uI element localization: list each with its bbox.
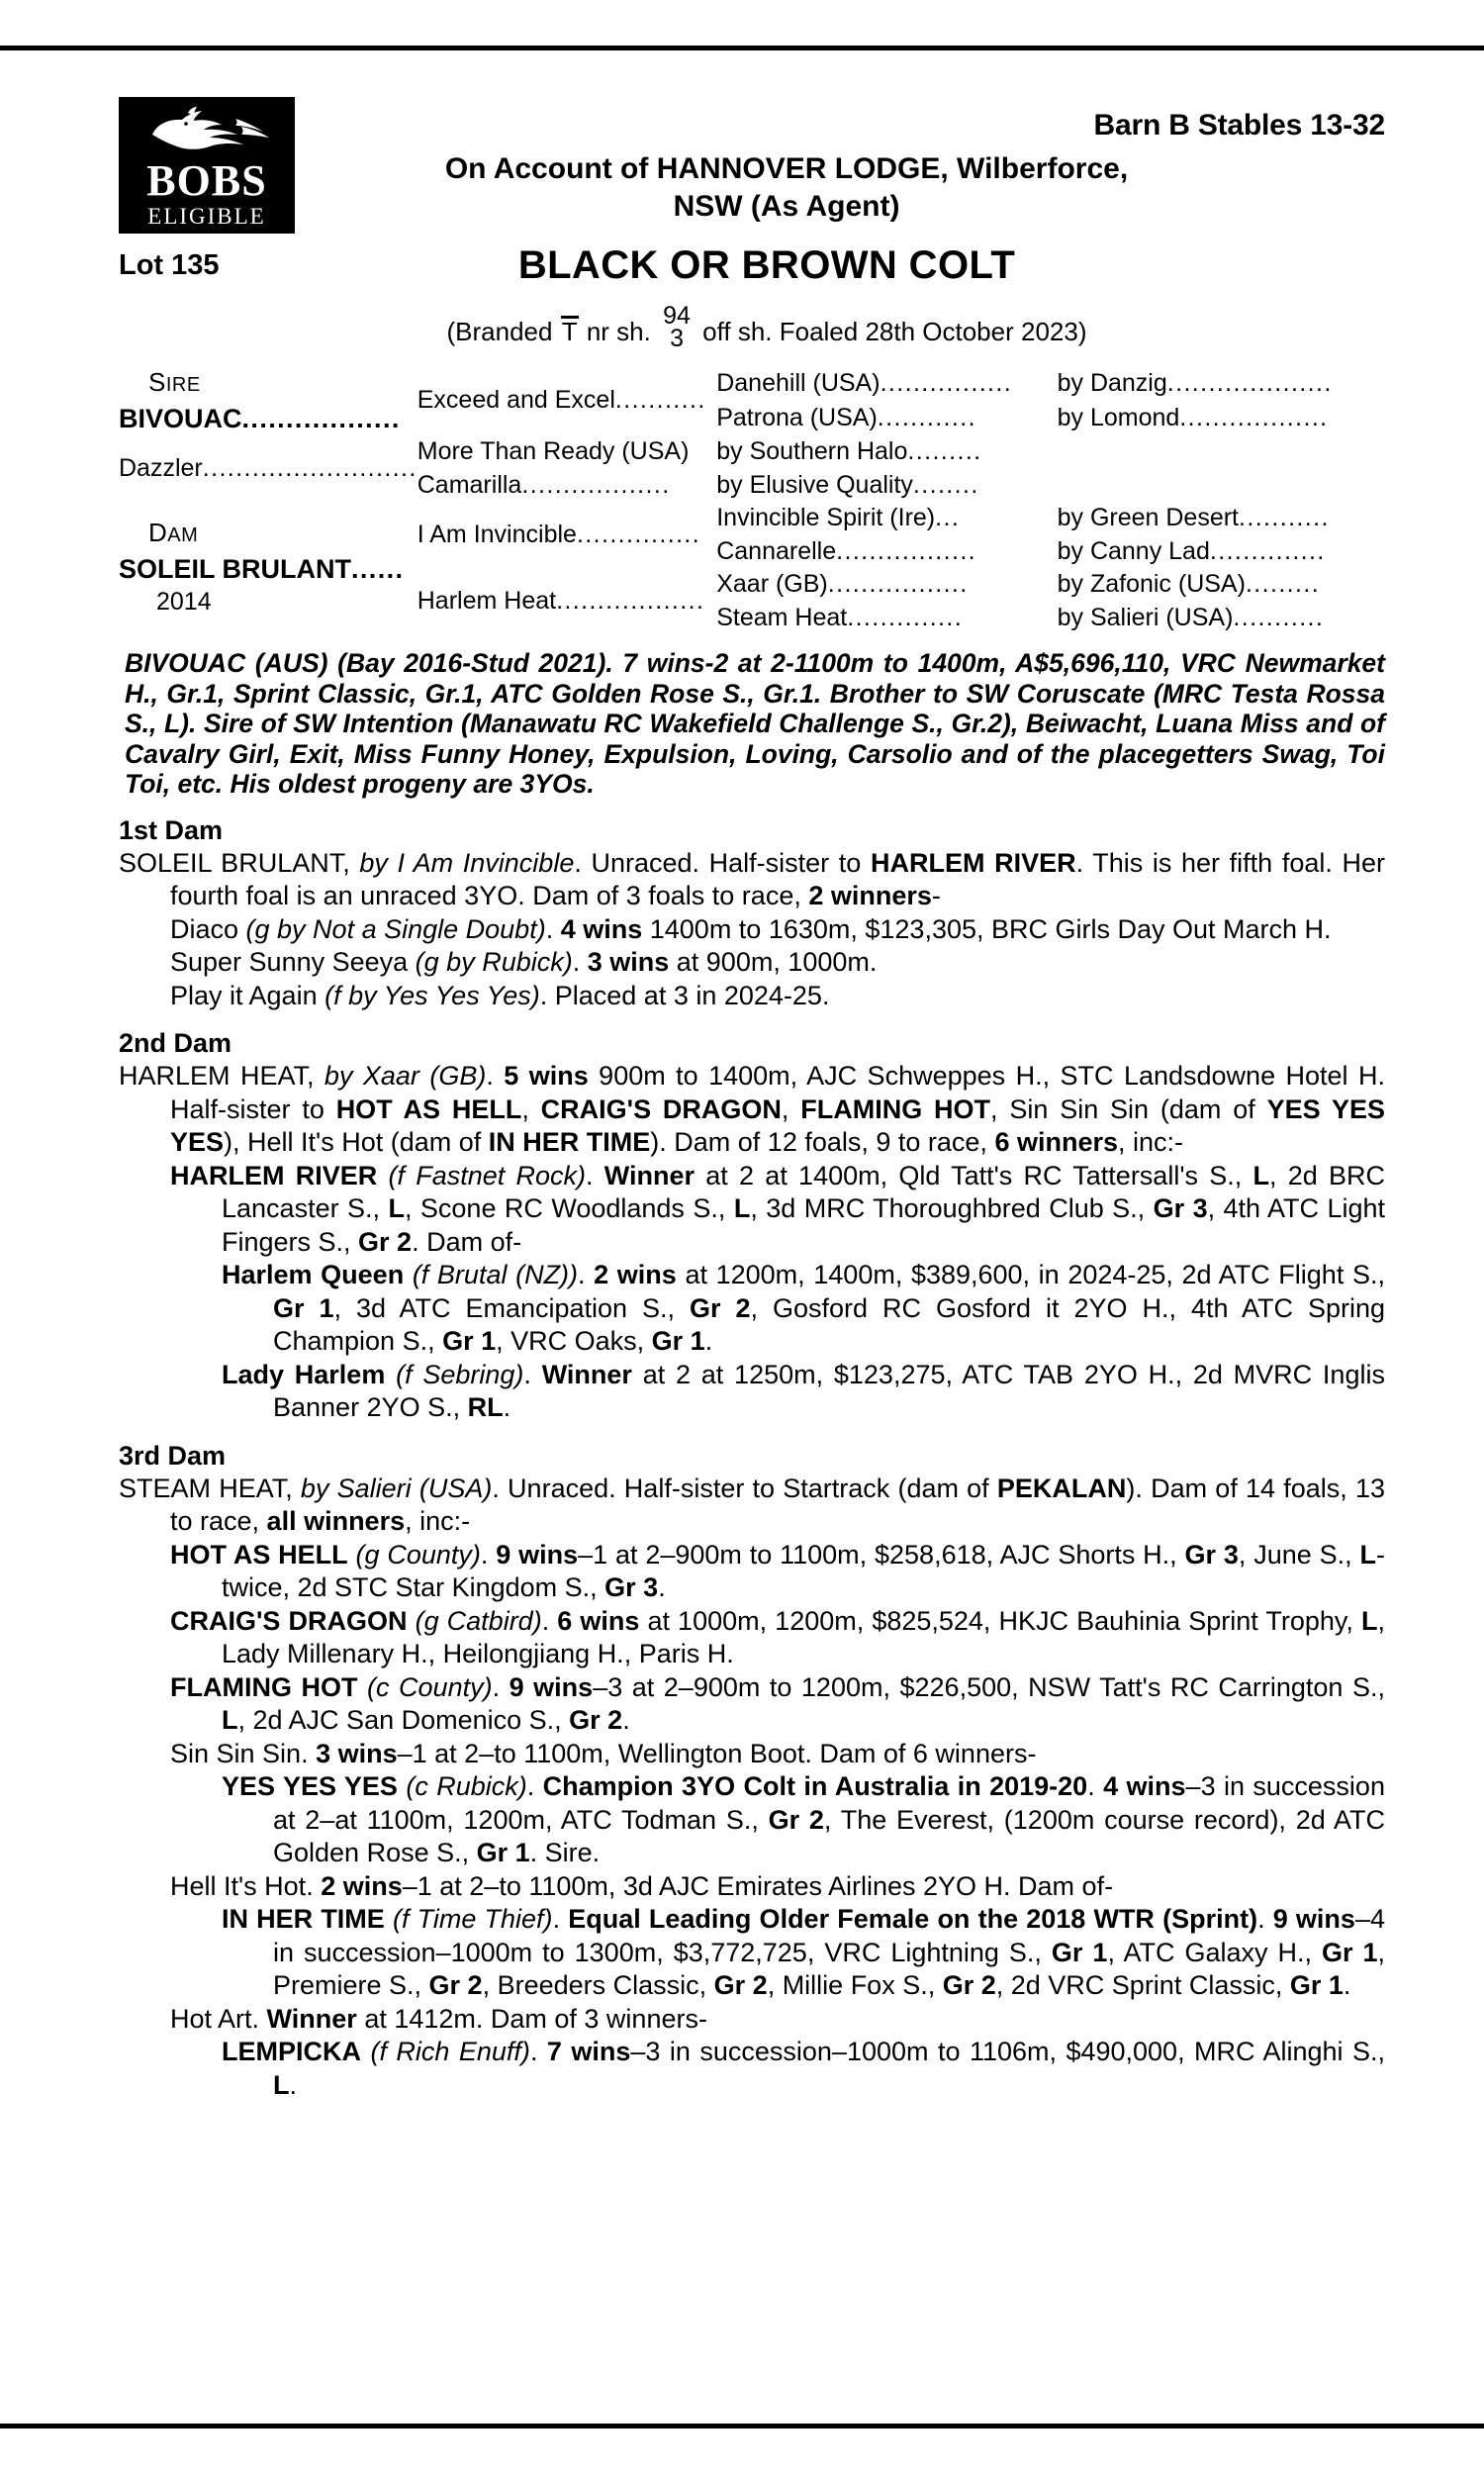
entry-segment: CRAIG'S DRAGON [540,1094,782,1124]
entry-segment: at 1412m. Dam of 3 winners- [356,2003,707,2034]
gen3-cell-7 [716,602,1057,635]
entry-segment: Gr 2 [428,1970,483,2000]
entry-segment: at 1200m, 1400m, $389,600, in 2024-25, 2d ATC Flight S., [676,1260,1385,1289]
entry-segment: (f Fastnet Rock) [388,1160,587,1190]
entry-segment: , inc:- [405,1506,471,1536]
gen4-dots-1: .................. [1179,403,1329,431]
entry-segment: –3 in succession–1000m to 1106m, $490,000, MRC Alinghi S., [630,2037,1386,2066]
entry-segment: by Salieri (USA) [300,1473,493,1503]
gen2-name-0: Exceed and Excel [417,386,615,415]
brand-suffix: off sh. Foaled 28th October 2023) [702,317,1087,346]
entry-segment: HOT AS HELL [170,1539,348,1570]
pedigree-entry [119,1870,1385,1904]
pedigree-table [119,366,1385,634]
account-line-2: NSW (As Agent) [673,190,900,223]
entry-segment: at 2 at 1400m, Qld Tatt's RC Tattersall's S., [695,1160,1253,1190]
entry-segment: LEMPICKA [222,2037,361,2066]
entry-segment: 4 wins [1103,1771,1186,1801]
entry-segment: . Sire. [529,1838,601,1867]
pedigree-entry [119,946,1385,980]
gen3-name-6: Xaar (GB) [716,570,828,598]
gen2-name-1: Dazzler [119,453,203,482]
dam-heading: 2nd Dam [119,1028,232,1058]
account-line-1: On Account of HANNOVER LODGE, Wilberforce, [444,152,1129,185]
entry-segment: . [545,913,561,944]
account-of-block [119,150,1385,226]
gen3-name-5: Cannarelle [716,536,837,565]
entry-segment: Gr 2 [713,1970,768,2000]
entry-segment: (f Time Thief) [392,1904,553,1934]
entry-segment: 7 wins [546,2037,631,2066]
entry-segment [358,1672,368,1702]
gen3-dots-6: ................. [827,570,969,598]
gen4-cell-0 [1058,366,1385,401]
entry-segment: 900m to 1400m, AJC Schweppes H., STC Landsdowne Hotel H. Half-sister to [170,1061,1385,1124]
entry-segment: (g by Rubick) [415,947,573,977]
gen3-name-4: Invincible Spirit (Ire) [716,504,936,531]
sire-label: SIRE [148,367,201,397]
entry-segment: Gr 1 [1051,1937,1108,1967]
brand-fraction [663,302,691,352]
gen3-dots-1: ............ [877,403,976,431]
entry-segment: 2 wins [594,1260,677,1289]
entry-segment: CRAIG'S DRAGON [170,1605,408,1636]
entry-segment: , [521,1094,541,1124]
entry-segment: (f by Yes Yes Yes) [325,980,540,1010]
entry-segment: . Unraced. Half-sister to Startrack (dam of [492,1473,997,1503]
entry-segment: - [931,881,941,910]
entry-segment: at 1000m, 1200m, $825,524, HKJC Bauhinia Sprint Trophy, [639,1605,1361,1636]
entry-segment: Gr 1 [651,1326,705,1356]
entry-segment: Gr 3 [1184,1539,1239,1570]
entry-segment: Winner [541,1359,632,1389]
entry-segment: Gr 2 [690,1292,751,1323]
pedigree-entry [119,1160,1385,1260]
entry-segment: Diaco [170,913,246,944]
entry-segment: . [486,1061,505,1091]
entry-segment: . [572,947,588,977]
gen4-dots-6: ......... [1245,570,1321,598]
entry-segment: at 900m, 1000m. [669,947,878,977]
entry-segment: L [1359,1539,1376,1570]
pedigree-entry [119,1259,1385,1359]
entry-segment: –3 in succession at 2–at 1100m, 1200m, ATC Todman S., [273,1771,1385,1835]
gen4-dots-4: ........... [1239,504,1330,531]
entry-segment: RL [467,1392,504,1422]
entry-segment: . [1087,1771,1104,1801]
entry-segment: , Millie Fox S., [767,1970,943,2000]
entry-segment: Winner [603,1160,696,1190]
entry-segment: , [781,1094,801,1124]
pedigree-entry [119,1738,1385,1771]
entry-segment: Gr 2 [942,1970,996,2000]
gen3-cell-6 [716,568,1057,602]
entry-segment [404,1260,413,1289]
entry-segment: PEKALAN [996,1473,1127,1503]
entry-segment: , 4th ATC Light Fingers S., [222,1193,1385,1257]
entry-segment: 4 wins [560,913,643,944]
entry-segment: (c County) [367,1671,493,1702]
pedigree-entry [119,1473,1385,1539]
gen3-name-1: Patrona (USA) [716,403,878,431]
entry-segment: , ATC Galaxy H., [1107,1937,1322,1967]
entry-segment: –3 at 2–900m to 1200m, $226,500, NSW Tatt's RC Carrington S., [593,1671,1385,1702]
entry-segment: all winners [266,1506,406,1536]
brand-denominator: 3 [670,325,684,352]
entry-segment: , 2d BRC Lancaster S., [222,1160,1385,1223]
entry-segment: Gr 3 [604,1572,659,1602]
entry-segment: . [1343,1970,1351,2000]
entry-segment: , Sin Sin Sin (dam of [990,1094,1267,1124]
gen2-cell-1 [119,435,417,502]
brand-mid: nr sh. [586,317,651,346]
entry-segment: L [1360,1605,1378,1636]
table-row [119,366,1385,401]
bobs-logo-word: BOBS [146,156,267,205]
entry-segment: Champion 3YO Colt in Australia in 2019-20 [542,1771,1088,1801]
entry-segment: HARLEM RIVER [170,1160,378,1190]
entry-segment: . [1257,1904,1273,1934]
pedigree-entry [119,1060,1385,1160]
page-title: BLACK OR BROWN COLT [517,243,1016,287]
entry-segment: -twice, 2d STC Star Kingdom S., [222,1539,1385,1602]
entry-segment: (f Rich Enuff) [370,2037,530,2066]
entry-segment: Hell It's Hot. [170,1870,322,1901]
entry-segment: , 2d AJC San Domenico S., [237,1705,570,1735]
page-header [119,61,1385,249]
gen4-dots-2: ......... [907,437,982,465]
entry-segment: –1 at 2–to 1100m, Wellington Boot. Dam of 6 winners- [397,1738,1037,1768]
entry-segment: 3 wins [587,947,670,977]
entry-segment: L [388,1193,405,1223]
entry-segment [385,1360,396,1389]
entry-segment: SOLEIL BRULANT, [119,847,360,878]
entry-segment: Gr 1 [273,1292,334,1323]
entry-segment: . [622,1705,630,1735]
gen4-cell-6 [1058,568,1385,602]
entry-segment: 2 winners [808,881,932,910]
entry-segment: Gr 1 [1321,1937,1378,1967]
pedigree-entry [119,1770,1385,1870]
gen4-name-1: by Lomond [1057,403,1180,431]
gen4-dots-0: .................... [1166,368,1333,397]
pedigree-entry [119,980,1385,1013]
entry-segment: 6 winners [994,1127,1118,1157]
sire-cell [119,366,417,435]
entry-segment: by Xaar (GB) [324,1061,487,1091]
gen4-cell-2 [716,435,1057,469]
bottom-divider [0,2424,1484,2428]
entry-segment: , Premiere S., [273,1937,1386,2000]
gen3-cell-3 [417,469,716,503]
entry-segment: Lady Harlem [222,1359,386,1389]
entry-segment: , The Everest, (1200m course record), 2d ATC Golden Rose S., [273,1804,1385,1867]
sire-name: BIVOUAC.................. [119,403,401,433]
entry-segment: 6 wins [557,1605,640,1636]
entry-segment: at 2 at 1250m, $123,275, ATC TAB 2YO H., 2d MVRC Inglis Banner 2YO S., [273,1359,1385,1422]
entry-segment: , VRC Oaks, [496,1326,652,1356]
barn-stables-label: Barn B Stables 13-32 [1093,109,1385,142]
dam-heading: 3rd Dam [119,1440,227,1471]
gen3-name-3: Camarilla [417,470,522,499]
top-divider [0,46,1484,50]
entry-segment: , Gosford RC Gosford it 2YO H., 4th ATC Spring Champion S., [273,1292,1385,1356]
pedigree-entry [119,1359,1385,1425]
entry-segment: . Unraced. Half-sister to [574,847,871,878]
entry-segment: . This is her fifth foal. Her fourth foal is an unraced 3YO. Dam of 3 foals to race, [170,847,1385,910]
entry-segment: , Scone RC Woodlands S., [404,1193,734,1223]
entry-segment: –1 at 2–900m to 1100m, $258,618, AJC Shorts H., [578,1539,1185,1570]
gen4-name-0: by Danzig [1057,368,1167,397]
sire-description: BIVOUAC (AUS) (Bay 2016-Stud 2021). 7 wins-2 at 2-1100m to 1400m, A$5,696,110, VRC Newmarket H., Gr.1, Sprint Classic, Gr.1, ATC Golden Rose S., Gr.1. Brother to SW Coruscate (MRC Testa Rossa S., L). Sire of SW Intention (Manawatu RC Wakefield Challenge S., Gr.2), Beiwacht, Luana Miss and of Cavalry Girl, Exit, Miss Funny Honey, Expulsion, Loving, Carsolio and of the placegetters Swag, Toi Toi, etc. His oldest progeny are 3YOs. [125,648,1385,799]
entry-segment: IN HER TIME [488,1127,651,1157]
dam-heading: 1st Dam [119,814,224,845]
entry-segment: HOT AS HELL [335,1094,522,1124]
entry-segment: . [503,1392,511,1422]
entry-segment: STEAM HEAT, [119,1473,301,1503]
entry-segment: (f Brutal (NZ)) [412,1260,579,1289]
entry-segment: L [733,1193,751,1223]
entry-segment: Gr 1 [442,1326,497,1356]
entry-segment: . [492,1671,510,1702]
entry-segment: , 3d MRC Thoroughbred Club S., [750,1193,1154,1223]
entry-segment: Gr 1 [476,1838,530,1867]
dam-label: DAM [148,518,199,548]
page-content [119,61,1385,2102]
entry-segment: L [273,2069,290,2100]
entry-segment: (g Catbird) [415,1605,542,1636]
entry-segment [377,1161,388,1190]
entry-segment: , 2d VRC Sprint Classic, [995,1970,1290,2000]
gen3-name-2: More Than Ready (USA) [417,437,690,465]
entry-segment: (g County) [355,1539,481,1570]
table-row [119,502,1385,535]
gen3-dots-7: .............. [847,603,964,631]
entry-segment: . [480,1539,497,1570]
entry-segment: 9 wins [509,1671,594,1702]
gen3-cell-0 [716,366,1057,401]
gen4-dots-5: .............. [1209,536,1326,565]
entry-segment: . Dam of- [412,1226,522,1257]
entry-segment [348,1540,356,1570]
entry-segment: YES YES YES [222,1771,398,1801]
entry-segment: L [222,1705,238,1735]
dam-year: 2014 [156,588,212,617]
table-row [119,435,1385,469]
gen2-dots-3: .................. [556,586,705,615]
entry-segment: Harlem Queen [222,1260,405,1289]
entry-segment: . [658,1572,666,1602]
gen4-cell-5 [1058,535,1385,569]
brand-numerator: 94 [663,302,691,330]
entry-segment: YES YES YES [170,1094,1385,1157]
gen3-cell-5 [716,535,1057,569]
entry-segment: 2 wins [321,1870,403,1901]
dam-name: SOLEIL BRULANT...... [119,553,405,584]
entry-segment: (f Sebring) [396,1359,524,1389]
entry-segment: . [704,1326,713,1356]
gen3-dots-3: .................. [521,470,671,499]
gen4-dots-3: ........ [912,470,979,499]
entry-segment: ). Dam of 12 foals, 9 to race, [650,1127,995,1157]
entry-segment: Gr 3 [1153,1193,1208,1223]
entry-segment: FLAMING HOT [170,1671,358,1702]
gen2-dots-1: .......................... [202,453,417,482]
entry-segment: , inc:- [1117,1127,1183,1157]
entry-segment: 1400m to 1630m, $123,305, BRC Girls Day Out March H. [642,913,1332,944]
entry-segment: ), Hell It's Hot (dam of [224,1127,489,1157]
entry-segment: , 3d ATC Emancipation S., [333,1292,691,1323]
entry-segment: . [529,2037,547,2066]
entry-segment: Sin Sin Sin. [170,1738,317,1768]
gen4-cell-4 [1058,502,1385,535]
brand-prefix: (Branded [446,317,553,346]
entry-segment: 9 wins [1272,1904,1355,1934]
lot-number: Lot 135 [119,249,220,281]
gen3-name-0: Danehill (USA) [716,368,881,397]
brand-symbol: T [561,317,578,346]
entry-segment: –1 at 2–to 1100m, 3d AJC Emirates Airlines 2YO H. Dam of- [402,1870,1114,1901]
pedigree-entry [119,1671,1385,1738]
entry-segment: Super Sunny Seeya [170,947,416,977]
entry-segment: Hot Art. [170,2003,267,2034]
gen4-cell-3 [716,469,1057,503]
gen2-dots-2: ............... [576,520,701,548]
gen4-name-4: by Green Desert [1057,504,1240,531]
entry-segment: 3 wins [316,1738,398,1768]
entry-segment: . [578,1260,595,1289]
gen4-name-5: by Canny Lad [1057,536,1210,565]
entry-segment: . [523,1359,542,1389]
gen4-name-7: by Salieri (USA) [1057,603,1234,631]
pedigree-entry [119,913,1385,947]
entry-segment: . [586,1160,604,1190]
gen2-cell-2 [417,502,716,568]
entry-segment: Equal Leading Older Female on the 2018 WTR (Sprint) [568,1904,1258,1934]
gen3-dots-5: ................. [836,536,977,565]
lot-title-row [119,243,1385,295]
gen3-cell-4 [716,502,1057,535]
entry-segment: HARLEM HEAT, [119,1061,325,1091]
entry-segment: , June S., [1238,1539,1360,1570]
pedigree-entry [119,1605,1385,1671]
gen3-cell-1 [716,401,1057,435]
gen4-dots-7: ........... [1233,603,1325,631]
entry-segment: Gr 2 [358,1226,413,1257]
entry-segment: by I Am Invincible [359,847,575,878]
entry-segment [408,1606,416,1636]
bobs-logo-sub: ELIGIBLE [147,204,266,229]
entry-segment: Gr 2 [569,1705,623,1735]
dam-sections [119,815,1385,2103]
pedigree-entry [119,2036,1385,2102]
entry-segment: 5 wins [504,1061,589,1091]
entry-segment: Gr 2 [768,1804,824,1835]
entry-segment: Gr 1 [1289,1970,1344,2000]
entry-segment: . [526,1771,543,1801]
entry-segment: . [552,1904,569,1934]
gen3-dots-0: ................ [880,368,1013,397]
entry-segment [385,1904,393,1934]
gen2-dots-0: ........... [614,386,706,415]
entry-segment: –4 in succession–1000m to 1300m, $3,772,725, VRC Lightning S., [273,1904,1385,1967]
gen4-cell-1 [1058,401,1385,435]
entry-segment: L [1252,1160,1269,1190]
entry-segment: . Placed at 3 in 2024-25. [539,980,830,1010]
entry-segment: FLAMING HOT [800,1094,991,1124]
gen2-cell-3 [417,568,716,634]
gen4-name-3: by Elusive Quality [716,470,913,499]
entry-segment: IN HER TIME [222,1904,385,1934]
gen2-name-3: Harlem Heat [417,586,557,615]
entry-segment: HARLEM RIVER [870,847,1076,878]
entry-segment: , Lady Millenary H., Heilongjiang H., Paris H. [222,1605,1385,1668]
entry-segment: , Breeders Classic, [482,1970,714,2000]
gen4-name-6: by Zafonic (USA) [1057,570,1246,598]
gen2-name-2: I Am Invincible [417,520,577,548]
gen4-name-2: by Southern Halo [716,437,908,465]
entry-segment: 9 wins [496,1539,579,1570]
gen3-dots-4: ... [935,504,961,531]
entry-segment: Play it Again [170,980,325,1010]
pedigree-entry [119,847,1385,913]
gen4-cell-7 [1058,602,1385,635]
branding-line [119,302,1385,352]
entry-segment: (c Rubick) [406,1771,527,1801]
gen3-cell-2 [417,435,716,469]
entry-segment: . [289,2069,298,2100]
pedigree-entry [119,2003,1385,2037]
entry-segment: Winner [266,2003,357,2034]
gen2-cell-0 [417,366,716,435]
entry-segment: ). Dam of 14 foals, 13 to race, [170,1473,1385,1536]
pedigree-entry [119,1539,1385,1605]
pedigree-entry [119,1903,1385,2003]
entry-segment: (g by Not a Single Doubt) [245,913,546,944]
gen3-name-7: Steam Heat [716,603,848,631]
dam-cell [119,502,417,634]
entry-segment: . [541,1605,558,1636]
